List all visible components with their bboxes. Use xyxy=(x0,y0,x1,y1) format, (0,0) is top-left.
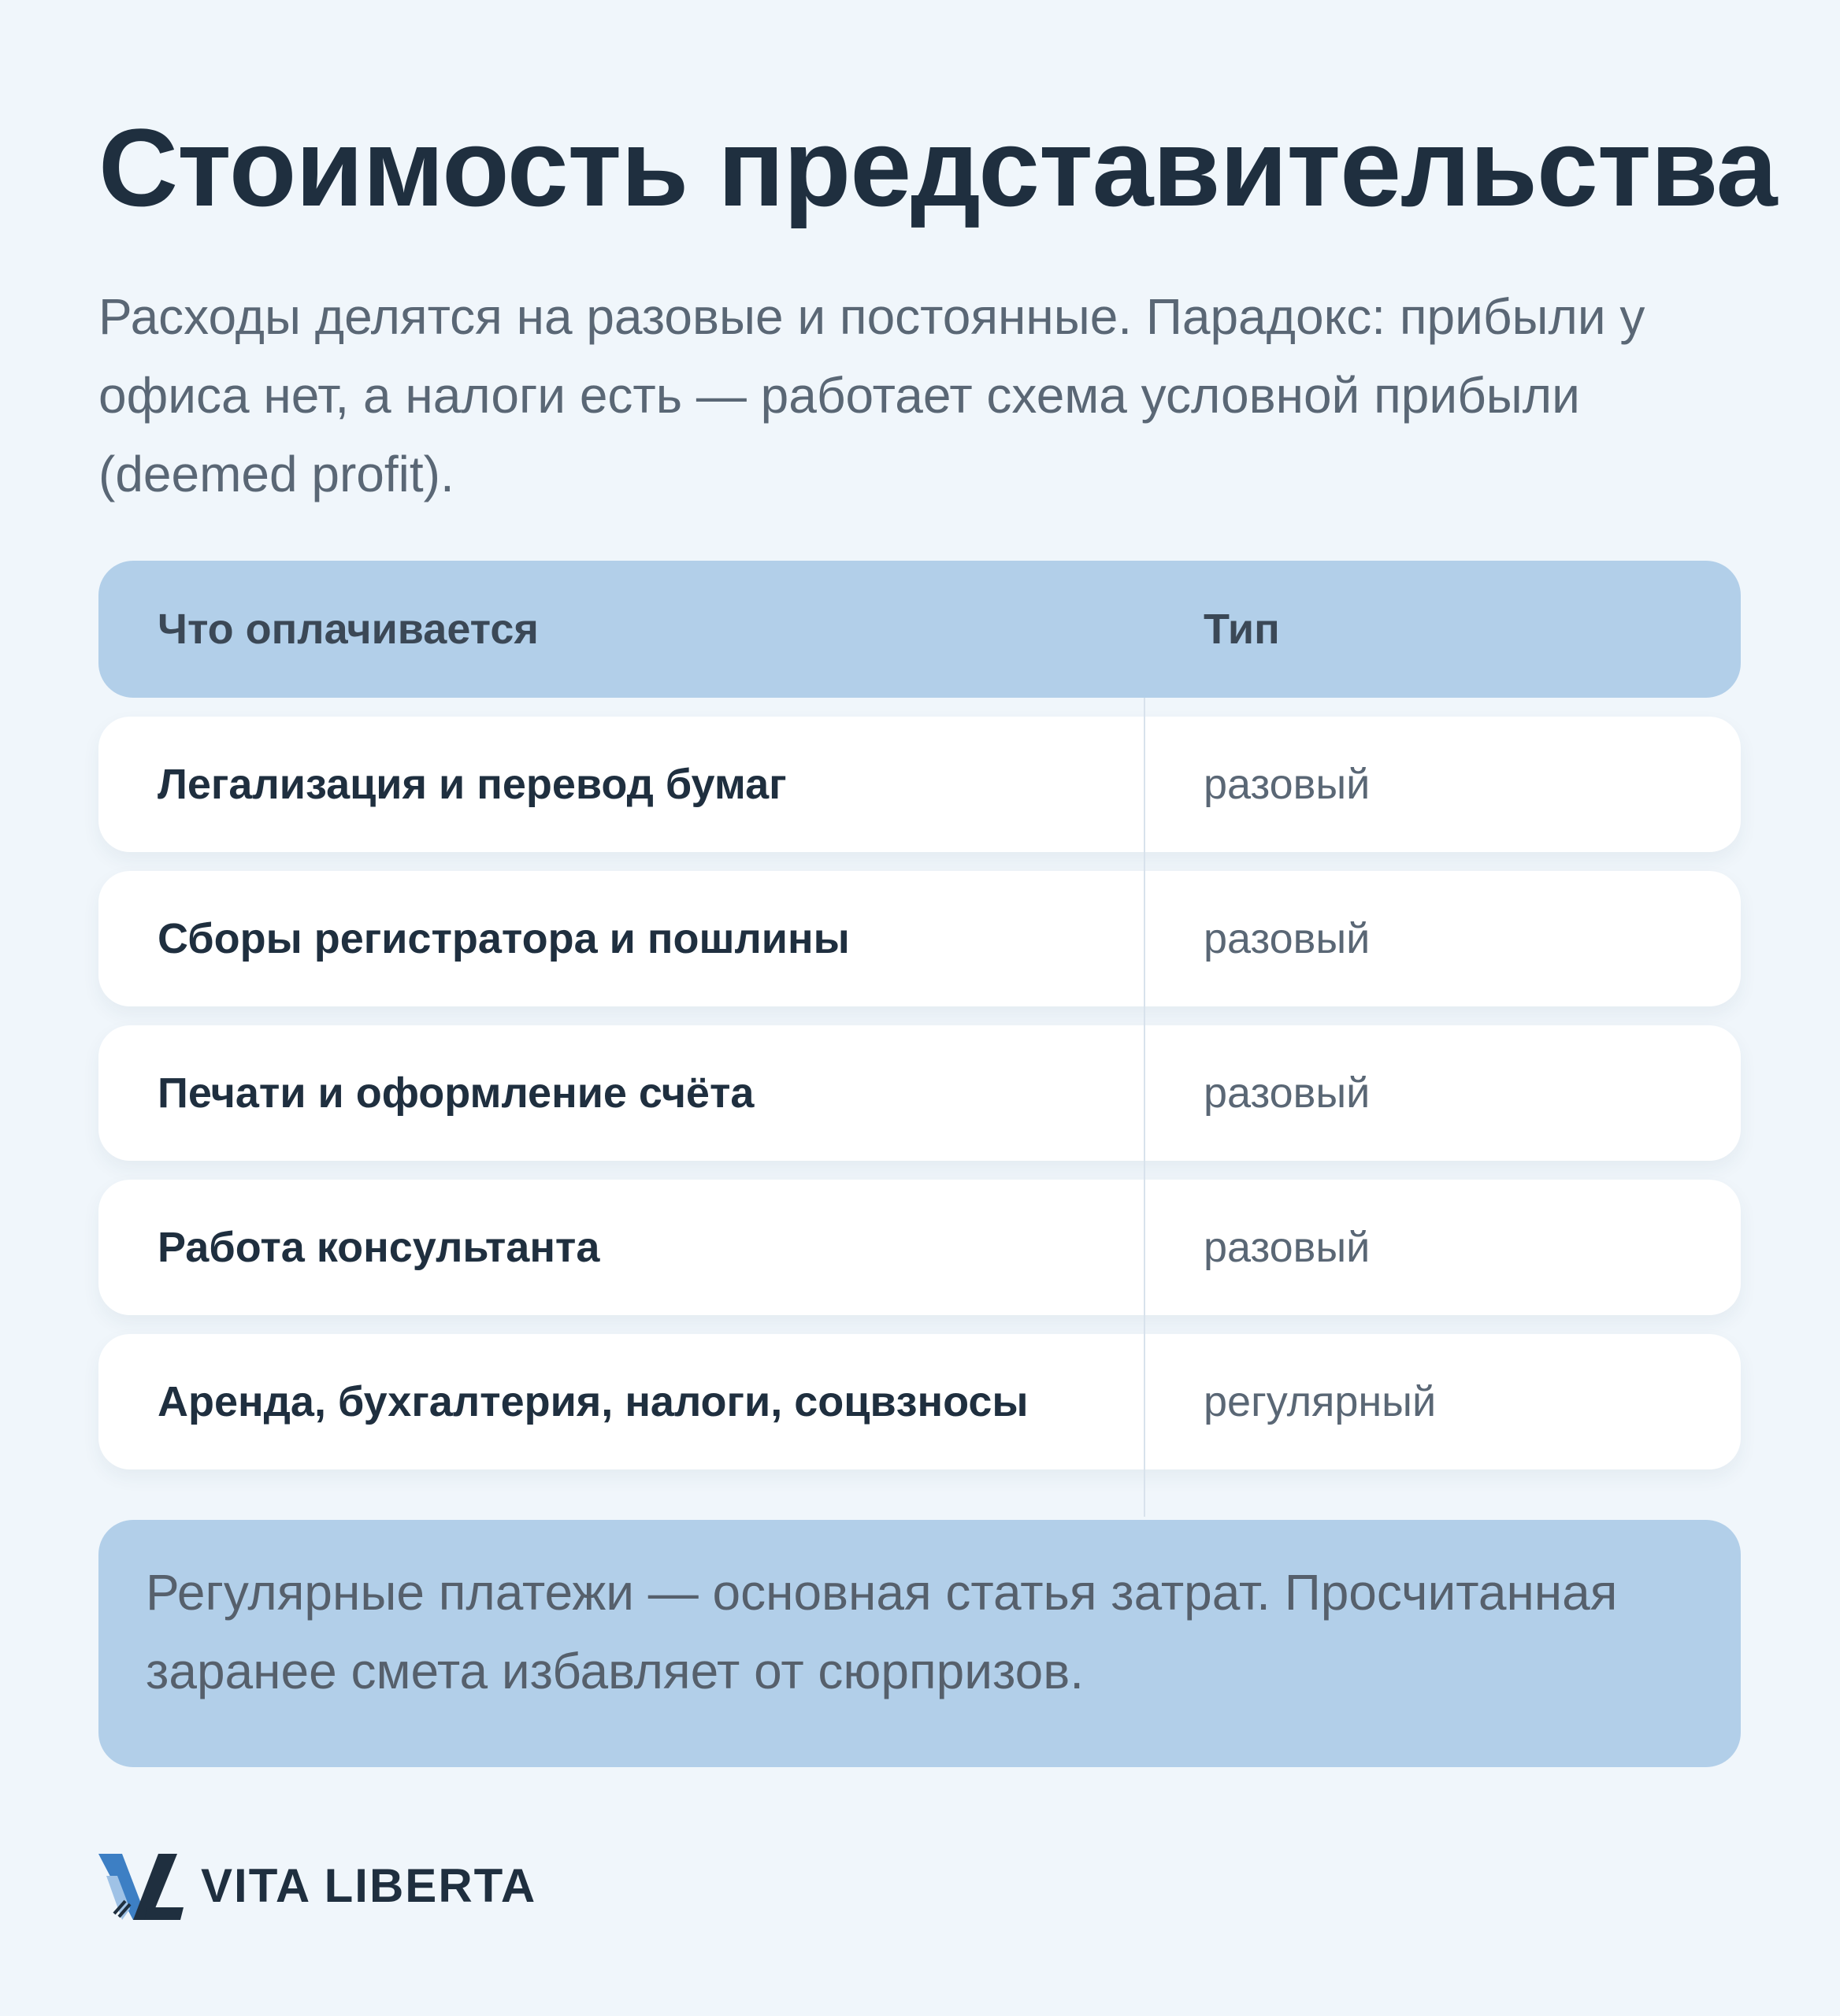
column-header-what: Что оплачивается xyxy=(158,606,539,653)
cell-type: разовый xyxy=(1204,1224,1371,1271)
cost-table xyxy=(98,561,1741,1469)
cell-type: разовый xyxy=(1204,761,1371,808)
cell-what: Сборы регистратора и пошлины xyxy=(158,915,850,962)
cell-type: регулярный xyxy=(1204,1378,1437,1425)
table-row xyxy=(98,871,1741,1006)
vita-liberta-logo-mark-icon xyxy=(98,1852,184,1920)
cell-what: Работа консультанта xyxy=(158,1224,600,1271)
cell-what: Аренда, бухгалтерия, налоги, соцвзносы xyxy=(158,1378,1029,1425)
column-header-type: Тип xyxy=(1204,606,1280,653)
table-row xyxy=(98,1025,1741,1161)
page-subtitle: Расходы делятся на разовые и постоянные. Парадокс: прибыли у офиса нет, а налоги есть — работает схема условной прибыли (deemed profit). xyxy=(98,288,1645,502)
table-header xyxy=(98,561,1741,698)
summary-note-text: Регулярные платежи — основная статья затрат. Просчитанная заранее смета избавляет от сюрпризов. xyxy=(146,1564,1618,1699)
brand-logo xyxy=(98,1851,536,1922)
cell-type: разовый xyxy=(1204,915,1371,962)
table-row xyxy=(98,717,1741,852)
brand-name: VITA LIBERTA xyxy=(201,1859,537,1912)
summary-note xyxy=(98,1520,1741,1767)
table-row xyxy=(98,1334,1741,1469)
cell-what: Печати и оформление счёта xyxy=(158,1069,755,1117)
column-divider xyxy=(1144,698,1145,1517)
cell-type: разовый xyxy=(1204,1069,1371,1117)
table-row xyxy=(98,1180,1741,1315)
cell-what: Легализация и перевод бумаг xyxy=(158,761,787,808)
page-title: Стоимость представительства xyxy=(98,106,1777,229)
